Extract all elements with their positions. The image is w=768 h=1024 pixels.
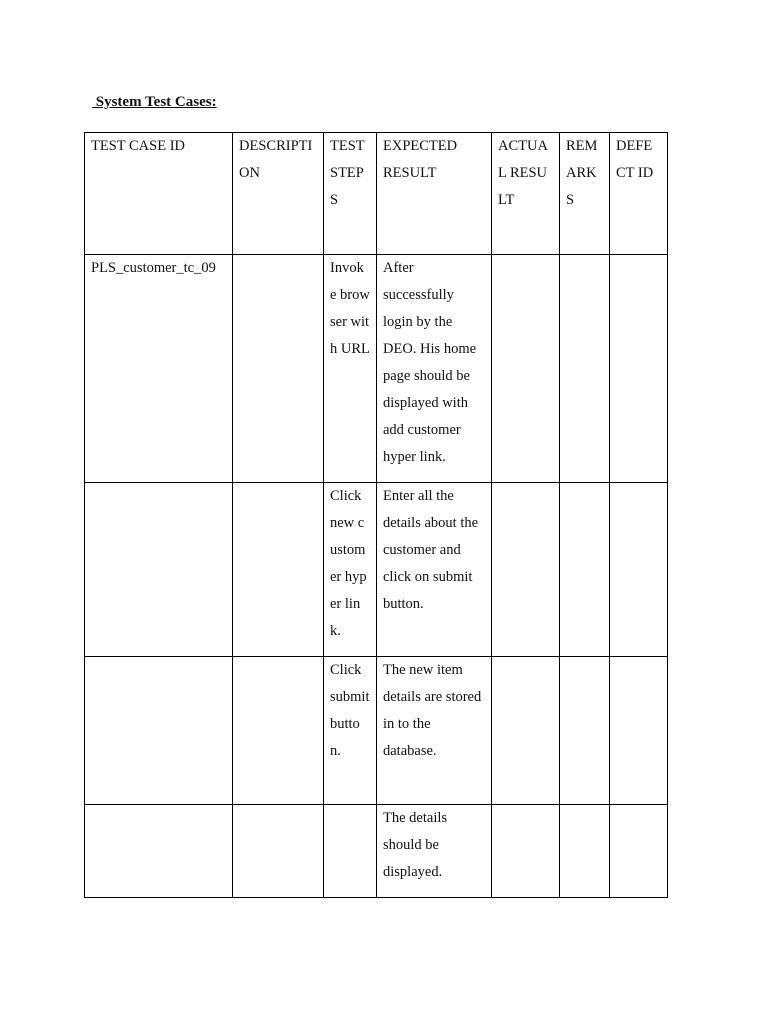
- cell-test-steps: Invoke browser with URL: [324, 255, 377, 483]
- cell-expected-result: After successfully login by the DEO. His home page should be displayed with add customer hyper link.: [377, 255, 492, 483]
- cell-test-case-id: [85, 483, 233, 657]
- test-cases-table: [84, 132, 668, 898]
- cell-test-steps: Click submit button.: [324, 657, 377, 805]
- cell-actual-result: [492, 805, 560, 898]
- cell-remarks: [560, 657, 610, 805]
- cell-remarks: [560, 483, 610, 657]
- section-heading: System Test Cases:: [92, 94, 217, 110]
- table-row: [85, 657, 668, 805]
- table-row: [85, 483, 668, 657]
- cell-description: [233, 657, 324, 805]
- table-header-row: [85, 133, 668, 255]
- cell-description: [233, 255, 324, 483]
- cell-actual-result: [492, 657, 560, 805]
- table-row: [85, 805, 668, 898]
- cell-test-case-id: PLS_customer_tc_09: [85, 255, 233, 483]
- cell-defect-id: [610, 483, 668, 657]
- header-defect-id: DEFECT ID: [610, 133, 668, 255]
- cell-test-steps: [324, 805, 377, 898]
- cell-expected-result: The details should be displayed.: [377, 805, 492, 898]
- cell-description: [233, 483, 324, 657]
- header-expected-result: EXPECTED RESULT: [377, 133, 492, 255]
- cell-description: [233, 805, 324, 898]
- cell-test-case-id: [85, 657, 233, 805]
- header-description: DESCRIPTION: [233, 133, 324, 255]
- cell-defect-id: [610, 255, 668, 483]
- header-test-steps: TEST STEPS: [324, 133, 377, 255]
- header-remarks: REMARKS: [560, 133, 610, 255]
- header-test-case-id: TEST CASE ID: [85, 133, 233, 255]
- header-actual-result: ACTUAL RESULT: [492, 133, 560, 255]
- cell-expected-result: The new item details are stored in to the database.: [377, 657, 492, 805]
- cell-actual-result: [492, 483, 560, 657]
- cell-test-steps: Click new customer hyper link.: [324, 483, 377, 657]
- cell-expected-result: Enter all the details about the customer and click on submit button.: [377, 483, 492, 657]
- cell-defect-id: [610, 805, 668, 898]
- cell-defect-id: [610, 657, 668, 805]
- cell-actual-result: [492, 255, 560, 483]
- cell-remarks: [560, 805, 610, 898]
- table-row: [85, 255, 668, 483]
- cell-remarks: [560, 255, 610, 483]
- cell-test-case-id: [85, 805, 233, 898]
